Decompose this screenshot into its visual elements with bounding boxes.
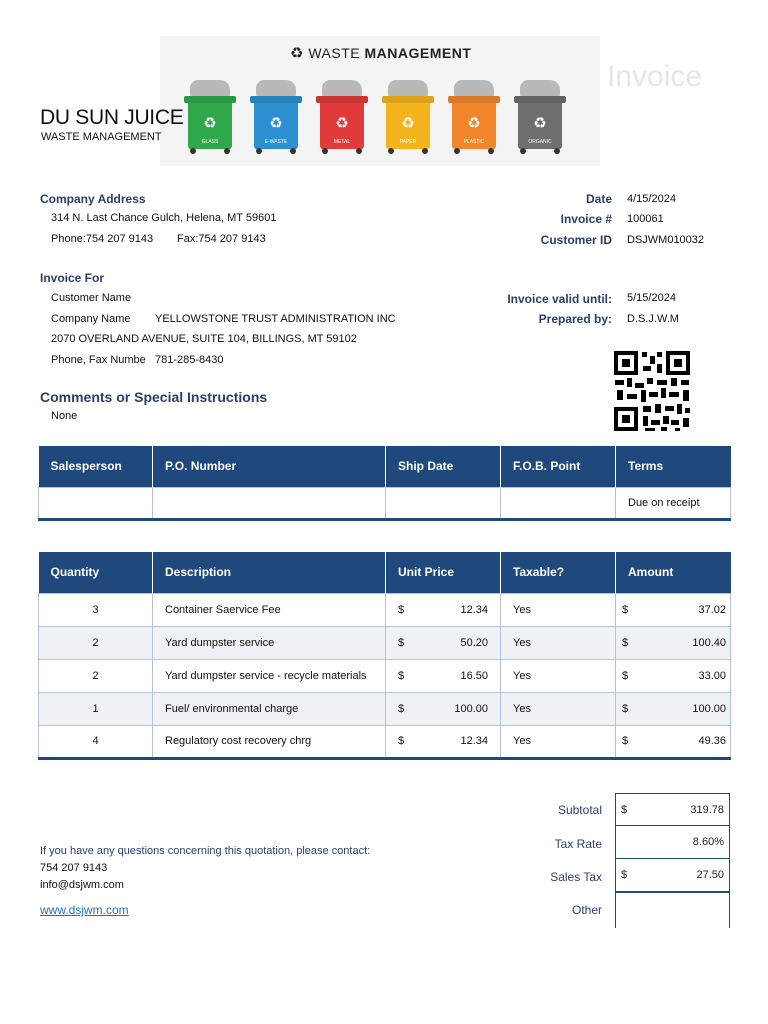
other-label: Other — [571, 903, 602, 917]
contact-phone: 754 207 9143 — [40, 862, 108, 874]
bin-lid — [448, 96, 500, 103]
recycle-bin-icon — [250, 78, 302, 154]
customer-phone: 781-285-8430 — [155, 354, 224, 366]
order-row — [39, 487, 731, 519]
description-cell: Yard dumpster service - recycle materials — [153, 659, 386, 692]
table-row — [39, 692, 731, 725]
recycle-bin-icon — [382, 78, 434, 154]
description-cell: Fuel/ environmental charge — [153, 692, 386, 725]
bin-tag: PAPER — [399, 139, 417, 145]
wheel — [322, 148, 328, 154]
recycle-symbol-icon: ♻ — [203, 114, 217, 132]
recycle-symbol-icon: ♻ — [401, 114, 415, 132]
currency-symbol: $ — [398, 636, 405, 649]
recycle-bin-icon — [184, 78, 236, 154]
contact-email: info@dsjwm.com — [40, 879, 124, 891]
currency-symbol: $ — [398, 669, 405, 682]
currency-symbol: $ — [621, 803, 628, 816]
invoice-number-value: 100061 — [627, 213, 664, 225]
bin-body — [518, 103, 562, 149]
date-label: Date — [585, 192, 612, 206]
recycle-symbol-icon: ♻ — [269, 114, 283, 132]
bin-tag: ORGANIC — [528, 139, 552, 145]
customer-company-name: YELLOWSTONE TRUST ADMINISTRATION INC — [155, 313, 396, 325]
header-fob-point: F.O.B. Point — [501, 446, 616, 487]
po-number-cell — [153, 487, 386, 519]
other-box — [615, 892, 730, 928]
unit-price-cell — [386, 659, 501, 692]
company-street: 314 N. Last Chance Gulch, Helena, MT 59601 — [51, 212, 277, 224]
wheel — [224, 148, 230, 154]
sales-tax-label: Sales Tax — [550, 870, 602, 884]
quantity-cell: 4 — [39, 725, 153, 758]
bin-body — [452, 103, 496, 149]
tax-rate-label: Tax Rate — [554, 837, 602, 851]
currency-symbol: $ — [622, 735, 629, 747]
currency-symbol: $ — [622, 702, 629, 715]
bin-body — [188, 103, 232, 149]
bin-lid — [184, 96, 236, 103]
recycle-symbol-icon: ♻ — [335, 114, 349, 132]
unit-price-value: 50.20 — [460, 636, 488, 649]
phone-fax-label: Phone, Fax Numbe — [51, 354, 146, 366]
invoice-number-label: Invoice # — [560, 212, 612, 226]
subtotal-value: 319.78 — [690, 803, 724, 816]
amount-cell — [616, 692, 731, 725]
bin-tag: PLASTIC — [463, 139, 485, 145]
bin-lid — [514, 96, 566, 103]
customer-address: 2070 OVERLAND AVENUE, SUITE 104, BILLINGS, MT 59102 — [51, 333, 357, 345]
subtotal-label: Subtotal — [557, 803, 602, 817]
header-unit-price: Unit Price — [386, 552, 501, 593]
currency-symbol: $ — [398, 603, 405, 616]
quantity-cell: 2 — [39, 626, 153, 659]
brand-title — [290, 44, 471, 62]
bin-lid — [250, 96, 302, 103]
currency-symbol: $ — [622, 669, 629, 682]
currency-symbol: $ — [621, 869, 628, 881]
recycle-symbol-icon: ♻ — [467, 114, 481, 132]
header-amount: Amount — [616, 552, 731, 593]
amount-cell — [616, 725, 731, 758]
wheel — [256, 148, 262, 154]
amount-value: 33.00 — [698, 669, 726, 682]
wheel — [190, 148, 196, 154]
quantity-cell: 3 — [39, 593, 153, 626]
recycle-symbol-icon: ♻ — [533, 114, 547, 132]
comments-heading: Comments or Special Instructions — [40, 389, 268, 405]
unit-price-value: 100.00 — [454, 702, 488, 715]
unit-price-cell — [386, 692, 501, 725]
amount-cell — [616, 593, 731, 626]
items-header-row — [39, 552, 731, 593]
unit-price-cell — [386, 725, 501, 758]
date-value: 4/15/2024 — [627, 193, 676, 205]
invoice-watermark-title: Invoice — [607, 60, 703, 93]
amount-value: 100.00 — [692, 702, 726, 715]
bin-tag: METAL — [333, 139, 351, 145]
table-row — [39, 725, 731, 758]
header-quantity: Quantity — [39, 552, 153, 593]
quantity-cell: 1 — [39, 692, 153, 725]
order-header-row — [39, 446, 731, 487]
valid-until-value: 5/15/2024 — [627, 292, 676, 304]
wheel — [520, 148, 526, 154]
header-terms: Terms — [616, 446, 731, 487]
sales-tax-value: 27.50 — [696, 869, 724, 881]
salesperson-cell — [39, 487, 153, 519]
bin-lid — [382, 96, 434, 103]
unit-price-cell — [386, 593, 501, 626]
sales-tax-box — [615, 859, 730, 892]
table-row — [39, 659, 731, 692]
currency-symbol: $ — [398, 702, 405, 715]
description-cell: Regulatory cost recovery chrg — [153, 725, 386, 758]
header-taxable: Taxable? — [501, 552, 616, 593]
amount-cell — [616, 626, 731, 659]
taxable-cell: Yes — [501, 593, 616, 626]
bin-body — [254, 103, 298, 149]
bin-body — [386, 103, 430, 149]
currency-symbol: $ — [398, 735, 405, 747]
amount-cell — [616, 659, 731, 692]
customer-name-label: Customer Name — [51, 292, 132, 304]
ship-date-cell — [386, 487, 501, 519]
company-name-label: Company Name — [51, 313, 131, 325]
wheel — [488, 148, 494, 154]
bin-tag: GLASS — [201, 139, 219, 145]
website-link[interactable]: www.dsjwm.com — [40, 903, 129, 917]
unit-price-value: 12.34 — [460, 603, 488, 616]
header-ship-date: Ship Date — [386, 446, 501, 487]
header-salesperson: Salesperson — [39, 446, 153, 487]
recycle-logo-icon: ♻ — [290, 44, 304, 62]
wheel — [422, 148, 428, 154]
subtotal-box — [615, 793, 730, 826]
terms-cell: Due on receipt — [616, 487, 731, 519]
recycle-bin-icon — [448, 78, 500, 154]
company-phone: Phone:754 207 9143 — [51, 233, 154, 245]
description-cell: Container Saervice Fee — [153, 593, 386, 626]
tax-rate-box — [615, 826, 730, 859]
contact-question: If you have any questions concerning this quotation, please contact: — [40, 845, 371, 857]
wheel — [554, 148, 560, 154]
unit-price-value: 16.50 — [460, 669, 488, 682]
line-items-table — [38, 552, 731, 760]
currency-symbol: $ — [622, 603, 629, 616]
tax-rate-value: 8.60% — [692, 836, 724, 848]
bin-body — [320, 103, 364, 149]
wheel — [388, 148, 394, 154]
qr-code-icon — [613, 350, 691, 432]
table-row — [39, 626, 731, 659]
unit-price-value: 12.34 — [460, 735, 488, 747]
brand-light: WASTE — [308, 45, 365, 61]
quantity-cell: 2 — [39, 659, 153, 692]
taxable-cell: Yes — [501, 626, 616, 659]
description-cell: Yard dumpster service — [153, 626, 386, 659]
amount-value: 100.40 — [692, 636, 726, 649]
company-subtitle: WASTE MANAGEMENT — [41, 131, 162, 143]
prepared-by-value: D.S.J.W.M — [627, 313, 679, 325]
wheel — [454, 148, 460, 154]
invoice-for-heading: Invoice For — [40, 271, 105, 285]
header-po-number: P.O. Number — [153, 446, 386, 487]
company-address-heading: Company Address — [40, 192, 146, 206]
taxable-cell: Yes — [501, 659, 616, 692]
taxable-cell: Yes — [501, 725, 616, 758]
currency-symbol: $ — [622, 636, 629, 649]
bin-tag: E-WASTE — [264, 139, 288, 145]
valid-until-label: Invoice valid until: — [507, 292, 612, 306]
customer-id-label: Customer ID — [540, 233, 612, 247]
table-row — [39, 593, 731, 626]
amount-value: 49.36 — [698, 735, 726, 747]
fob-point-cell — [501, 487, 616, 519]
brand-bold: MANAGEMENT — [364, 45, 472, 61]
recycle-bin-icon — [514, 78, 566, 154]
comments-value: None — [51, 410, 78, 422]
customer-id-value: DSJWM010032 — [627, 234, 705, 246]
company-name: DU SUN JUICE — [40, 106, 184, 129]
company-fax: Fax:754 207 9143 — [177, 233, 266, 245]
prepared-by-label: Prepared by: — [538, 312, 612, 326]
header-description: Description — [153, 552, 386, 593]
wheel — [356, 148, 362, 154]
wheel — [290, 148, 296, 154]
amount-value: 37.02 — [698, 603, 726, 616]
order-info-table — [38, 446, 731, 521]
bin-lid — [316, 96, 368, 103]
taxable-cell: Yes — [501, 692, 616, 725]
recycle-bin-icon — [316, 78, 368, 154]
unit-price-cell — [386, 626, 501, 659]
